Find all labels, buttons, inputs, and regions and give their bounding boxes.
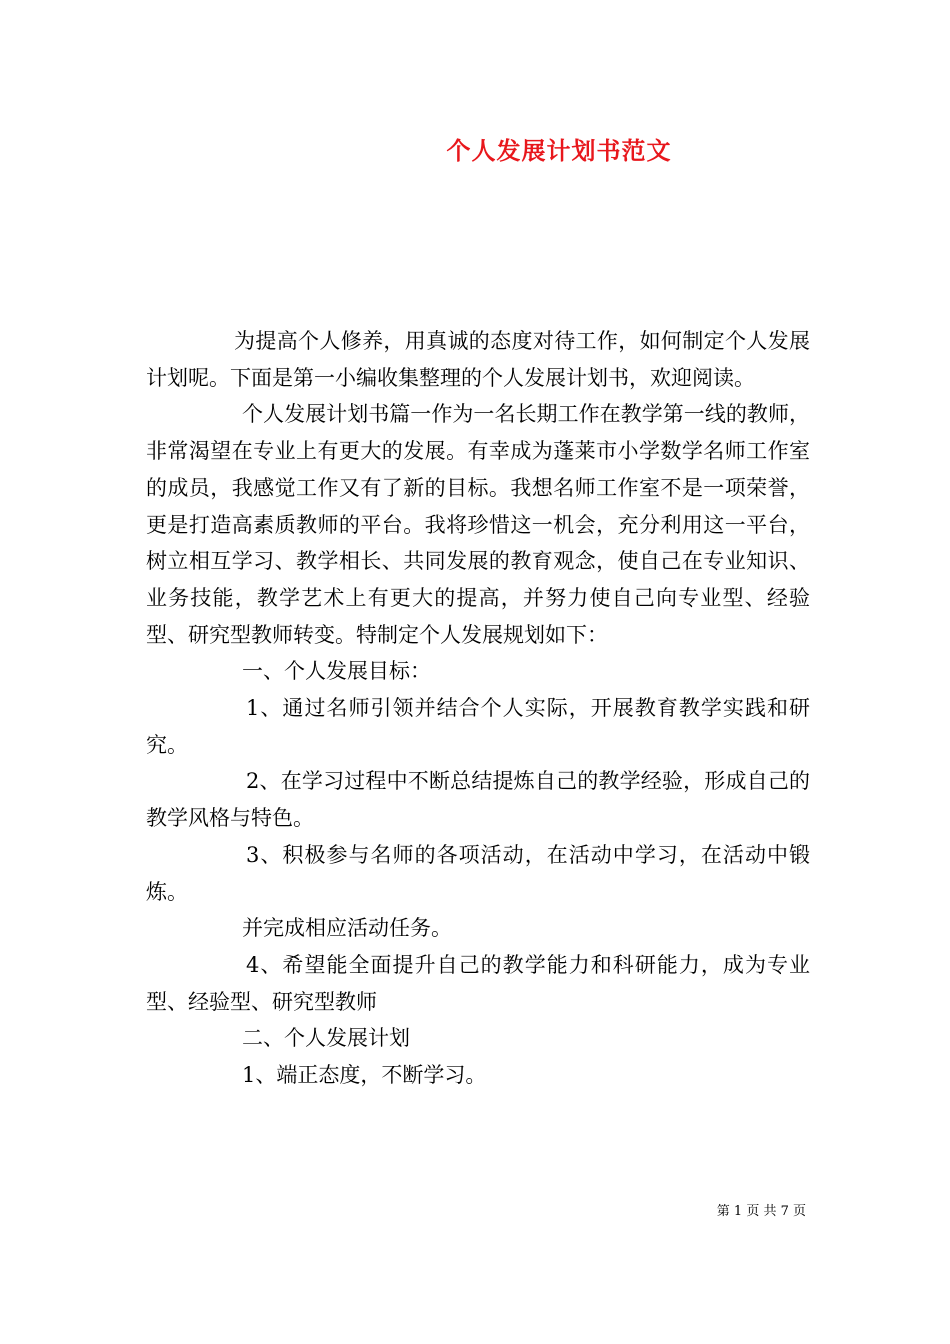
paragraph-intro: 为提高个人修养，用真诚的态度对待工作，如何制定个人发展计划呢。下面是第一小编收集整理的个人发展计划书，欢迎阅读。 — [146, 329, 810, 390]
document-body — [146, 323, 810, 1094]
document-title: 个人发展计划书范文 — [446, 136, 672, 165]
goal-item-3-continued: 并完成相应活动任务。 — [242, 916, 452, 941]
paragraph-plan-one: 个人发展计划书篇一作为一名长期工作在教学第一线的教师，非常渴望在专业上有更大的发展。有幸成为蓬莱市小学数学名师工作室的成员，我感觉工作又有了新的目标。我想名师工作室不是一项荣誉，更是打造高素质教师的平台。我将珍惜这一机会，充分利用这一平台，树立相互学习、教学相长、共同发展的教育观念，使自己在专业知识、业务技能，教学艺术上有更大的提高，并努力使自己向专业型、经验型、研究型教师转变。特制定个人发展规划如下： — [146, 402, 810, 647]
goal-item-4: 4、希望能全面提升自己的教学能力和科研能力，成为专业型、经验型、研究型教师 — [146, 952, 810, 1014]
heading-goals: 一、个人发展目标： — [242, 659, 431, 684]
goal-item-2: 2、在学习过程中不断总结提炼自己的教学经验，形成自己的教学风格与特色。 — [146, 769, 810, 831]
goal-item-3: 3、积极参与名师的各项活动，在活动中学习，在活动中锻炼。 — [146, 842, 810, 904]
goal-item-1: 1、通过名师引领并结合个人实际，开展教育教学实践和研究。 — [146, 696, 810, 757]
page-number: 第 1 页 共 7 页 — [716, 1204, 806, 1219]
plan-item-1: 1、端正态度，不断学习。 — [242, 1063, 487, 1088]
heading-plan: 二、个人发展计划 — [242, 1026, 410, 1051]
